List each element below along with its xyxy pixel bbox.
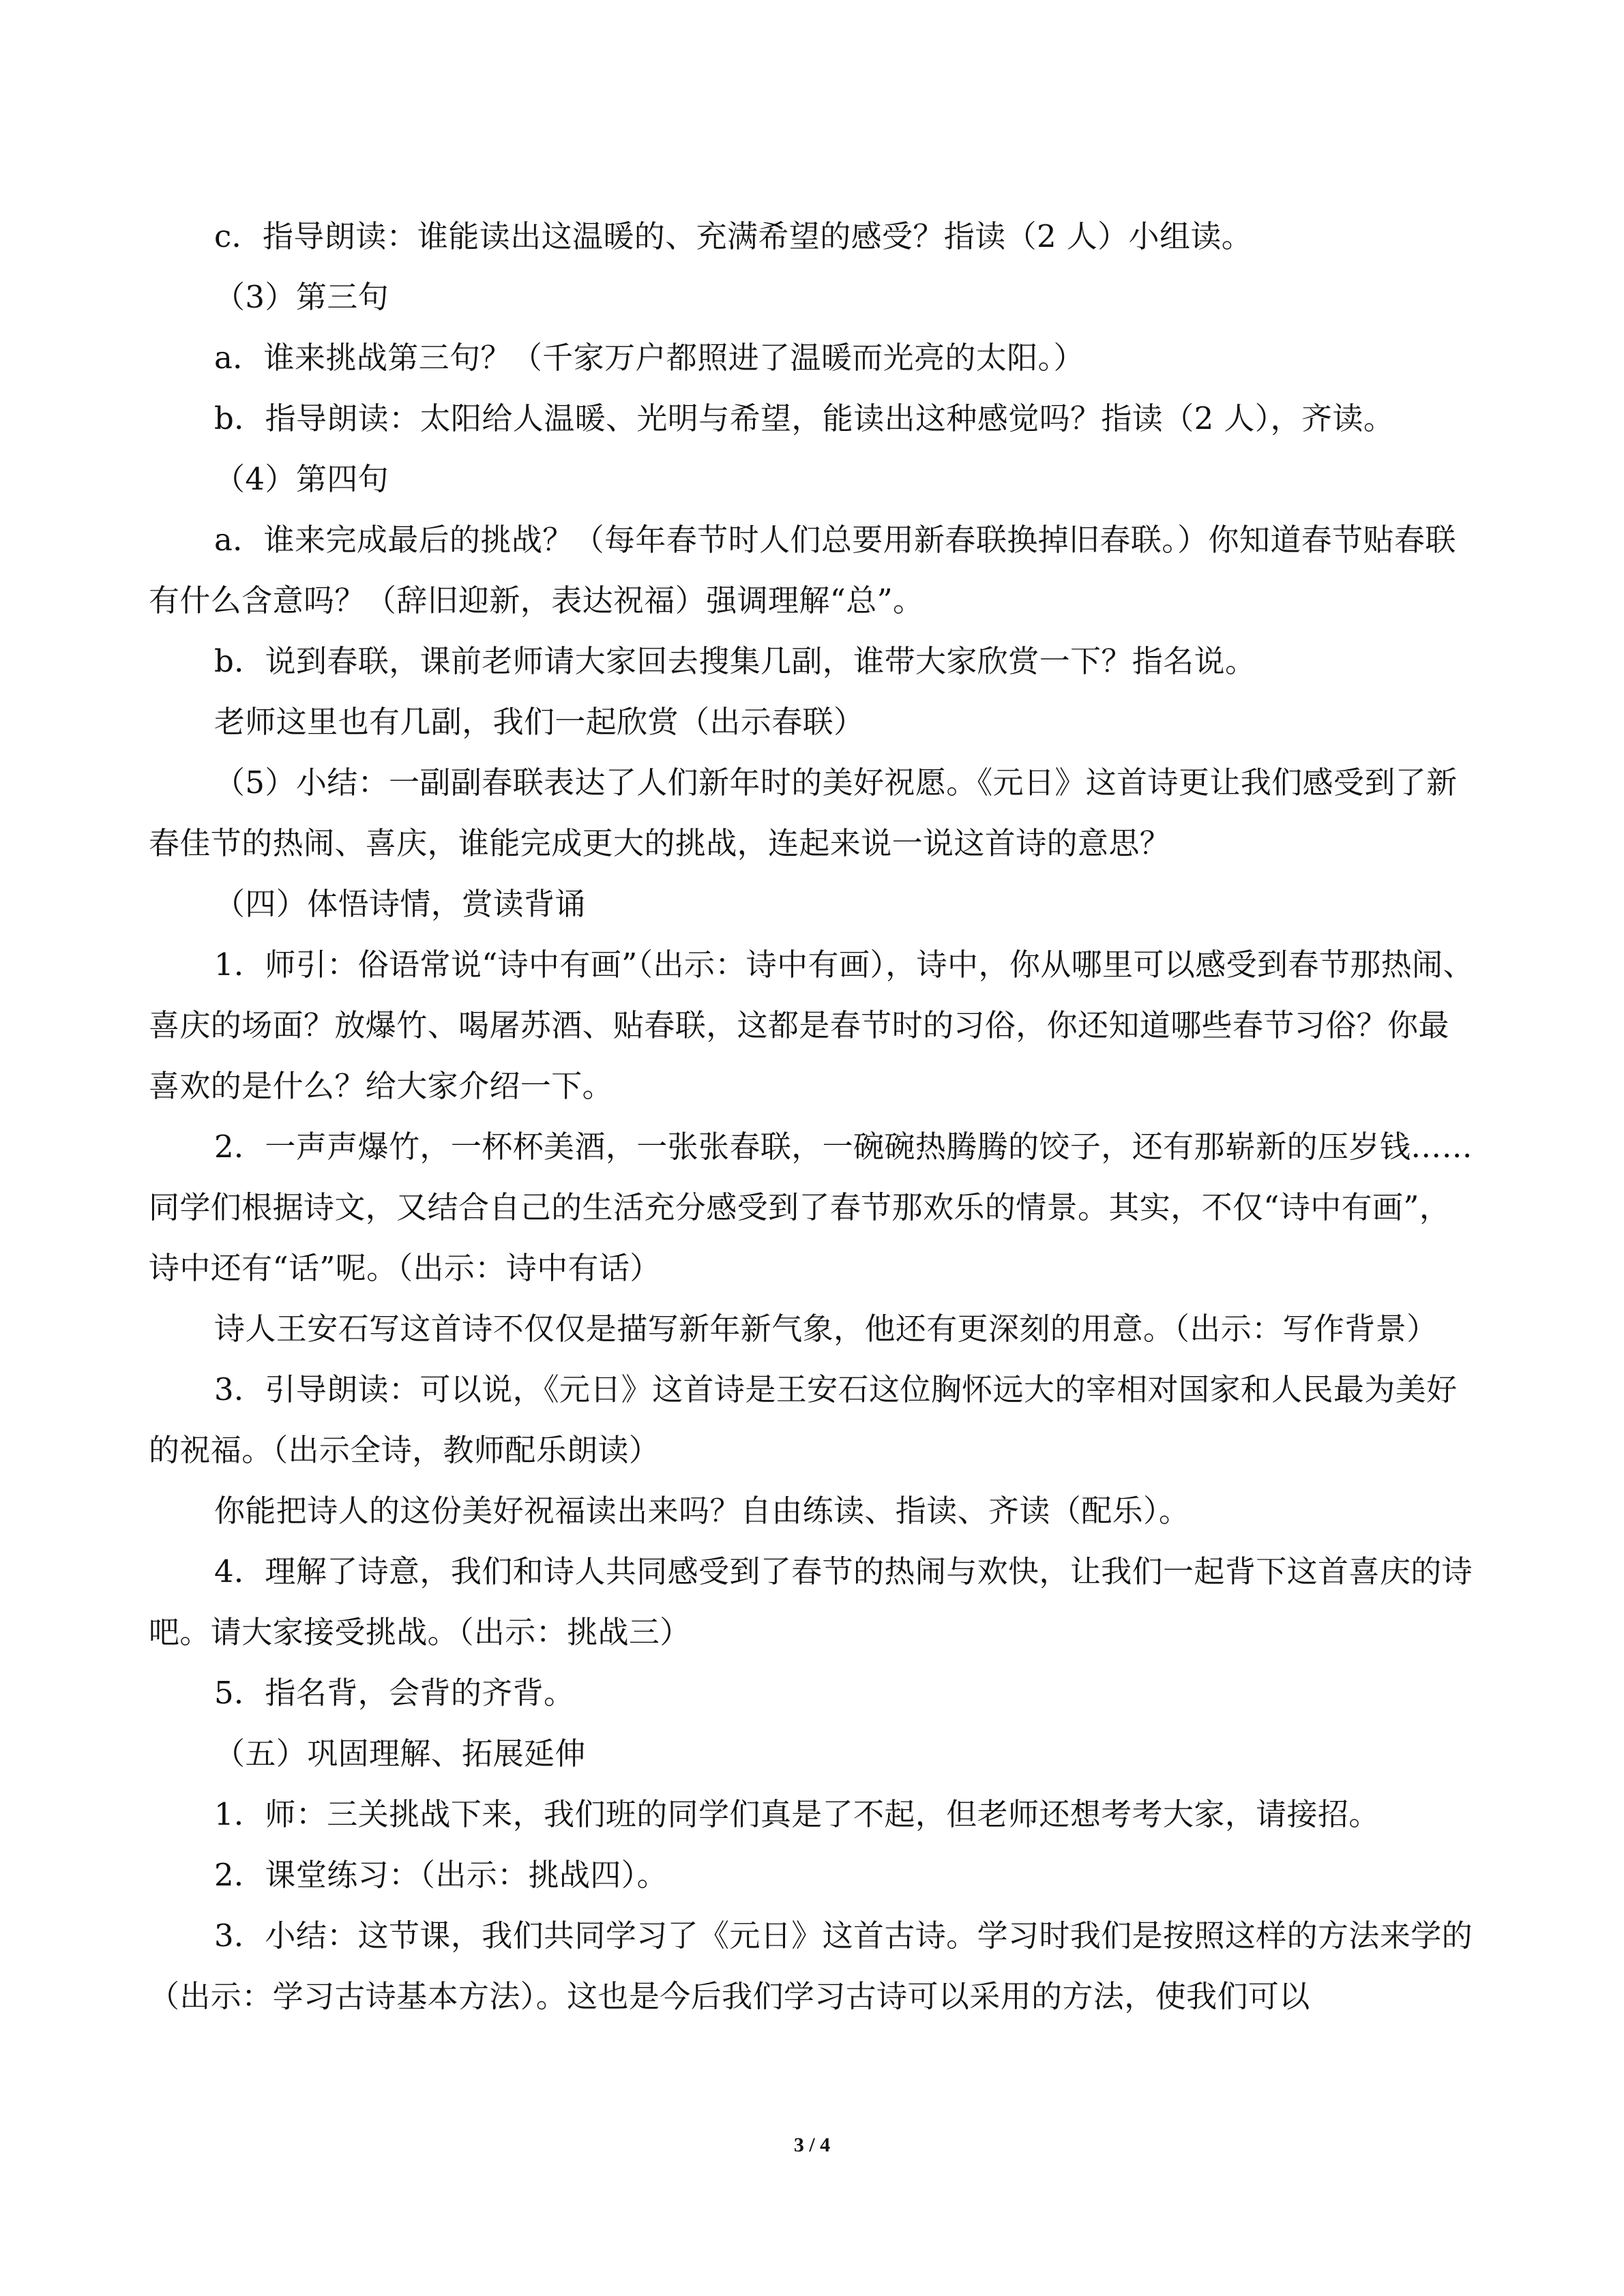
paragraph-line: 1．师：三关挑战下来，我们班的同学们真是了不起，但老师还想考考大家，请接招。 <box>214 1796 1380 1832</box>
paragraph-line: 节习俗？你最喜欢的是什么？给大家介绍一下。 <box>149 1007 1449 1104</box>
paragraph-line: “诗中有画”，诗中还有“话”呢。（出示：诗中有话） <box>149 1189 1451 1286</box>
paragraph-15 <box>149 1480 1475 1541</box>
paragraph-line: 了新春佳节的热闹、喜庆，谁能完成更大的挑战，连起来说一说这首诗的意思？ <box>149 764 1458 861</box>
paragraph-line: （四）体悟诗情，赏读背诵 <box>214 886 586 922</box>
paragraph-line: c．指导朗读：谁能读出这温暖的、充满希望的感受？指读（2 人）小组读。 <box>214 218 1253 254</box>
paragraph-line: 学的（出示：学习古诗基本方法）。这也是今后我们学习古诗可以采用的方法，使我们可以 <box>149 1918 1473 2014</box>
paragraph-line: 那热闹、喜庆的场面？放爆竹、喝屠苏酒、贴春联，这都是春节时的习俗，你还知道哪些春 <box>149 946 1474 1043</box>
paragraph-20 <box>149 1845 1475 1905</box>
paragraph-2 <box>149 267 1475 327</box>
paragraph-line: 钱……同学们根据诗文，又结合自己的生活充分感受到了春节那欢乐的情景。其实，不仅 <box>149 1129 1473 1225</box>
paragraph-1 <box>149 206 1475 267</box>
paragraph-line: 2．课堂练习：（出示：挑战四）。 <box>214 1857 668 1893</box>
paragraph-line: （五）巩固理解、拓展延伸 <box>214 1735 586 1772</box>
paragraph-line: 4．理解了诗意，我们和诗人共同感受到了春节的热闹与欢快，让我们一起背下这首喜庆 <box>214 1553 1411 1590</box>
paragraph-line: 诗人王安石写这首诗不仅仅是描写新年新气象，他还有更深刻的用意。（出示：写作背 <box>214 1311 1376 1347</box>
paragraph-12 <box>149 1116 1475 1298</box>
paragraph-21 <box>149 1905 1475 2027</box>
paragraph-line: a．谁来挑战第三句？（千家万户都照进了温暖而光亮的太阳。） <box>214 340 1084 376</box>
paragraph-line: （5）小结：一副副春联表达了人们新年时的美好祝愿。《元日》这首诗更让我们感受到 <box>214 764 1396 801</box>
paragraph-line: 5．指名背，会背的齐背。 <box>214 1675 575 1711</box>
paragraph-line: a．谁来完成最后的挑战？（每年春节时人们总要用新春联换掉旧春联。）你知道春节贴 <box>214 522 1394 558</box>
paragraph-line: 2．一声声爆竹，一杯杯美酒，一张张春联，一碗碗热腾腾的饺子，还有那崭新的压岁 <box>214 1129 1380 1165</box>
paragraph-line: 的诗吧。请大家接受挑战。（出示：挑战三） <box>149 1553 1473 1650</box>
paragraph-line: 3．引导朗读：可以说，《元日》这首诗是王安石这位胸怀远大的宰相对国家和人民最为 <box>214 1371 1396 1407</box>
paragraph-line: 景） <box>1375 1311 1438 1347</box>
paragraph-line: 你能把诗人的这份美好祝福读出来吗？自由练读、指读、齐读（配乐）。 <box>214 1493 1190 1529</box>
page-number: 3 / 4 <box>793 2134 831 2156</box>
paragraph-line: 1．师引：俗语常说“诗中有画”（出示：诗中有画），诗中，你从哪里可以感受到春节 <box>214 946 1350 983</box>
paragraph-13 <box>149 1298 1475 1359</box>
paragraph-19 <box>149 1784 1475 1845</box>
paragraph-7 <box>149 631 1475 691</box>
paragraph-16 <box>149 1541 1475 1663</box>
paragraph-line: 3．小结：这节课，我们共同学习了《元日》这首古诗。学习时我们是按照这样的方法来 <box>214 1918 1411 1954</box>
paragraph-line: 美好的祝福。（出示全诗，教师配乐朗读） <box>149 1371 1458 1468</box>
paragraph-14 <box>149 1359 1475 1480</box>
paragraph-line: 老师这里也有几副，我们一起欣赏（出示春联） <box>214 704 865 740</box>
paragraph-line: b．说到春联，课前老师请大家回去搜集几副，谁带大家欣赏一下？指名说。 <box>214 643 1256 679</box>
section-heading <box>149 1723 1475 1784</box>
paragraph-11 <box>149 934 1475 1116</box>
paragraph-17 <box>149 1663 1475 1723</box>
paragraph-4 <box>149 388 1475 449</box>
paragraph-line: b．指导朗读：太阳给人温暖、光明与希望，能读出这种感觉吗？指读（2 人），齐读。 <box>214 400 1395 436</box>
section-heading <box>149 874 1475 934</box>
paragraph-9 <box>149 752 1475 874</box>
paragraph-6 <box>149 509 1475 631</box>
paragraph-5 <box>149 449 1475 509</box>
paragraph-8 <box>149 691 1475 752</box>
document-body <box>149 206 1475 2027</box>
paragraph-line: （3）第三句 <box>214 279 389 315</box>
paragraph-3 <box>149 327 1475 388</box>
paragraph-line: （4）第四句 <box>214 461 389 497</box>
paragraph-line: 春联有什么含意吗？（辞旧迎新，表达祝福）强调理解“总”。 <box>149 522 1456 618</box>
